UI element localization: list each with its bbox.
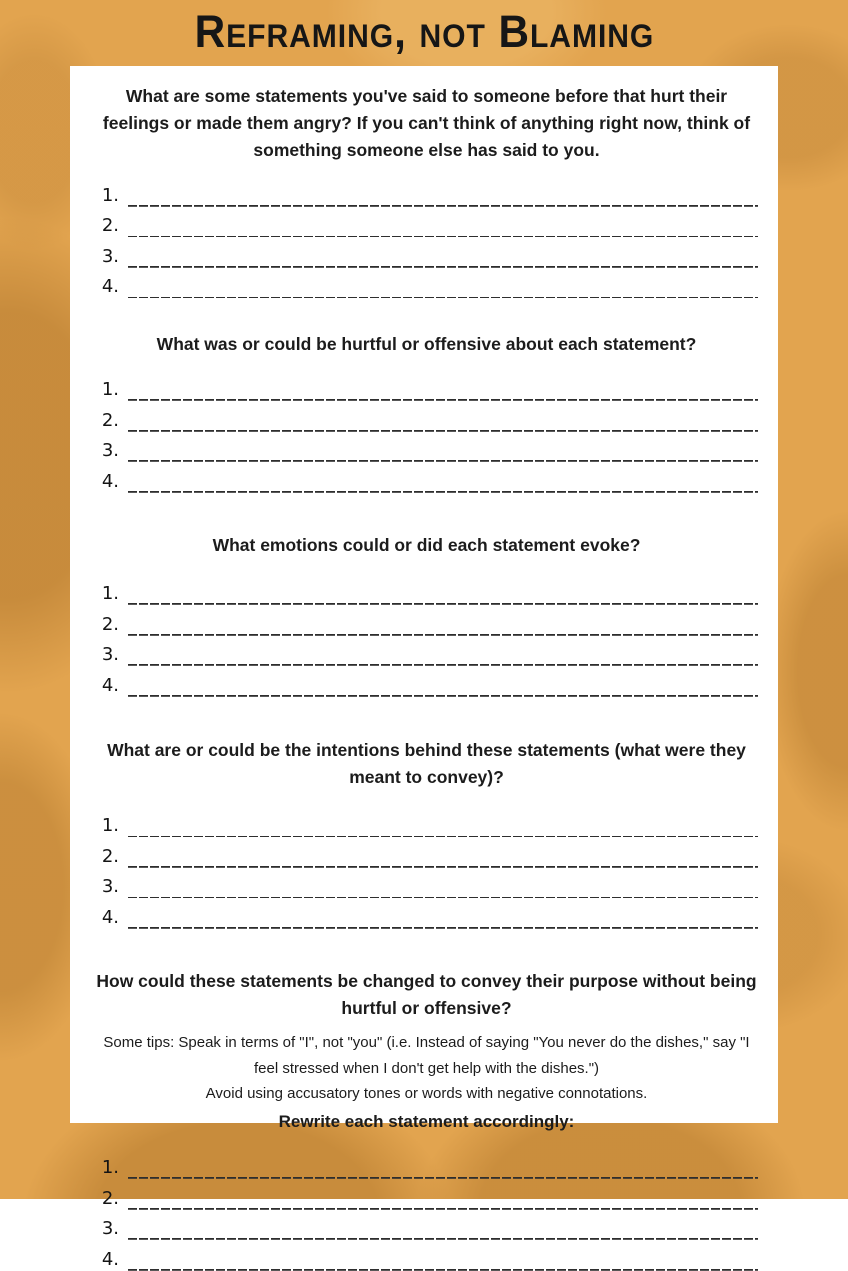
answer-line — [128, 646, 758, 666]
answer-line — [128, 848, 758, 868]
question-rewrite: How could these statements be changed to convey their purpose without being hurtful or offensive? — [96, 970, 757, 1018]
answer-row — [95, 664, 758, 695]
line-number: 1. — [101, 815, 119, 837]
answer-row — [95, 266, 758, 297]
answer-line — [128, 248, 758, 268]
line-number: 4. — [101, 906, 119, 928]
answer-lines — [95, 805, 758, 927]
line-number: 2. — [101, 845, 119, 867]
answer-lines — [95, 1147, 758, 1269]
answer-line — [128, 817, 758, 837]
answer-line — [128, 442, 758, 462]
line-number: 1. — [101, 379, 119, 400]
answer-line — [128, 473, 758, 493]
line-number: 3. — [101, 876, 119, 898]
section-statements — [95, 83, 758, 296]
tip-text: Avoid using accusatory tones or words with negative connotations. — [205, 1085, 648, 1103]
answer-line — [128, 1251, 758, 1271]
answer-line — [128, 677, 758, 697]
question-emotions: What emotions could or did each statement evoke? — [212, 534, 641, 555]
answer-row — [95, 573, 758, 604]
line-number: 2. — [101, 215, 119, 237]
line-number: 2. — [101, 1187, 119, 1209]
answer-line — [128, 909, 758, 929]
line-number: 2. — [101, 613, 119, 635]
section-rewrite — [95, 968, 758, 1269]
answer-row — [95, 430, 758, 461]
answer-line — [128, 878, 758, 898]
page-title: Reframing, not Blaming — [194, 6, 654, 57]
answer-row — [95, 835, 758, 866]
answer-row — [95, 399, 758, 430]
answer-row — [95, 235, 758, 266]
line-number: 1. — [101, 1157, 119, 1179]
answer-row — [95, 205, 758, 236]
answer-line — [128, 187, 758, 207]
line-number: 4. — [101, 674, 119, 696]
answer-lines — [95, 174, 758, 296]
line-number: 3. — [101, 644, 119, 666]
tips-block — [102, 1030, 752, 1107]
question-hurtful: What was or could be hurtful or offensive about each statement? — [156, 334, 697, 355]
answer-line — [128, 1190, 758, 1210]
line-number: 3. — [101, 1218, 119, 1240]
answer-row — [95, 369, 758, 400]
answer-line — [128, 381, 758, 401]
line-number: 4. — [101, 470, 119, 492]
answer-line — [128, 278, 758, 298]
answer-row — [95, 1177, 758, 1208]
answer-row — [95, 1208, 758, 1239]
section-emotions — [95, 532, 758, 695]
line-number: 1. — [101, 184, 119, 206]
line-number: 3. — [101, 440, 119, 461]
answer-line — [128, 616, 758, 636]
answer-lines — [95, 369, 758, 491]
section-hurtful — [95, 331, 758, 490]
question-intentions: What are or could be the intentions behind these statements (what were they meant to convey)? — [107, 739, 746, 787]
answer-line — [128, 585, 758, 605]
answer-row — [95, 603, 758, 634]
line-number: 1. — [101, 583, 119, 605]
rewrite-subheading: Rewrite each statement accordingly: — [278, 1111, 575, 1131]
answer-row — [95, 896, 758, 927]
worksheet-card — [70, 66, 778, 1270]
answer-row — [95, 634, 758, 665]
line-number: 4. — [101, 1248, 119, 1270]
answer-line — [128, 1220, 758, 1240]
answer-row — [95, 1238, 758, 1269]
question-statements: What are some statements you've said to someone before that hurt their feelings or made them angry? If you can't think of anything right now, think of something someone else has said to you. — [102, 86, 751, 161]
answer-line — [128, 217, 758, 237]
answer-line — [128, 1159, 758, 1179]
line-number: 2. — [101, 409, 119, 431]
answer-row — [95, 805, 758, 836]
tip-text: Some tips: Speak in terms of "I", not "you" (i.e. Instead of saying "You never do the dishes," say "I feel stressed when I don't get help with the dishes.") — [103, 1034, 750, 1077]
line-number: 4. — [101, 276, 119, 298]
answer-row — [95, 1147, 758, 1178]
answer-row — [95, 866, 758, 897]
section-intentions — [95, 737, 758, 927]
line-number: 3. — [101, 245, 119, 267]
answer-line — [128, 412, 758, 432]
answer-row — [95, 174, 758, 205]
answer-lines — [95, 573, 758, 695]
answer-row — [95, 460, 758, 491]
